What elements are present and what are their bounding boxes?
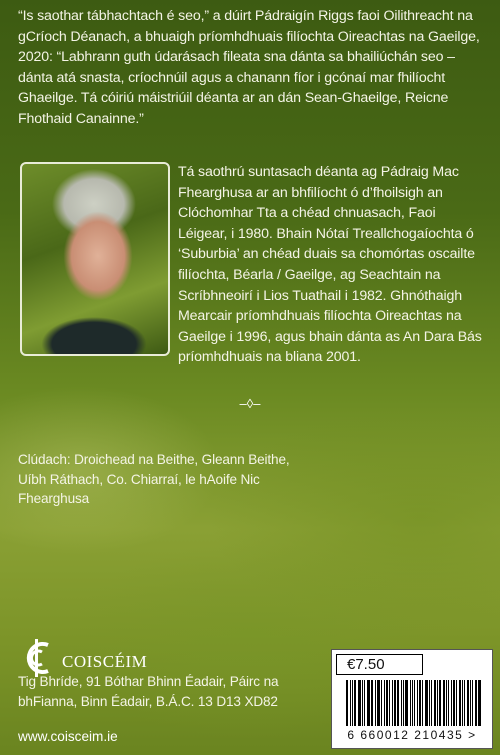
- barcode-stripe: [459, 680, 461, 726]
- barcode-stripe: [439, 680, 441, 726]
- barcode-stripe: [453, 680, 456, 726]
- barcode-stripe: [443, 680, 445, 726]
- barcode-stripe: [367, 680, 368, 726]
- barcode-stripe: [364, 680, 365, 726]
- barcode: [346, 680, 482, 726]
- price-tag: €7.50: [336, 654, 423, 675]
- barcode-label: [331, 649, 493, 749]
- barcode-stripe: [346, 680, 348, 726]
- barcode-stripe: [410, 680, 412, 726]
- barcode-stripe: [478, 680, 481, 726]
- barcode-stripe: [431, 680, 432, 726]
- barcode-stripe: [429, 680, 430, 726]
- review-quote: “Is saothar tábhachtach é seo,” a dúirt Pádraigín Riggs faoi Oilithreacht na gCríoch Déanach, a bhuaigh príomhdhuais filíochta Oireachtas na Gaeilge, 2020: “Labhrann guth údarásach fileata sna dánta sa bhailiúchán seo – dánta atá snasta, críochnúil agus a chanann fíor i gcónaí mar fhilíocht Ghaeilge. Tá cóiriú máistriúil déanta ar an dán Sean-Ghaeilge, Reicne Fhothaid Canainne.”: [18, 8, 480, 127]
- barcode-stripe: [437, 680, 438, 726]
- publisher-website: www.coisceim.ie: [18, 729, 118, 744]
- barcode-stripe: [386, 680, 388, 726]
- barcode-stripe: [368, 680, 370, 726]
- barcode-stripe: [389, 680, 390, 726]
- barcode-stripe: [470, 680, 471, 726]
- barcode-stripe: [417, 680, 418, 726]
- barcode-stripe: [403, 680, 404, 726]
- barcode-stripe: [419, 680, 421, 726]
- barcode-stripe: [354, 680, 356, 726]
- barcode-stripe: [467, 680, 469, 726]
- barcode-stripe: [475, 680, 477, 726]
- barcode-stripe: [358, 680, 361, 726]
- publisher-name: COISCÉIM: [62, 652, 148, 671]
- barcode-stripe: [405, 680, 408, 726]
- barcode-stripe: [392, 680, 393, 726]
- barcode-stripe: [362, 680, 363, 726]
- barcode-stripe: [350, 680, 351, 726]
- barcode-stripe: [462, 680, 463, 726]
- barcode-stripe: [448, 680, 449, 726]
- barcode-stripe: [434, 680, 436, 726]
- barcode-stripe: [401, 680, 402, 726]
- barcode-stripe: [381, 680, 382, 726]
- barcode-stripe: [422, 680, 423, 726]
- section-divider: –◊–: [239, 396, 261, 411]
- barcode-stripe: [472, 680, 473, 726]
- barcode-stripe: [371, 680, 373, 726]
- barcode-stripe: [425, 680, 428, 726]
- author-photo: [20, 162, 170, 356]
- barcode-stripe: [394, 680, 396, 726]
- barcode-stripe: [384, 680, 385, 726]
- cover-credit: Clúdach: Droichead na Beithe, Gleann Beithe, Uíbh Ráthach, Co. Chiarraí, le hAoife Nic Fhearghusa: [18, 452, 290, 507]
- barcode-stripe: [412, 680, 413, 726]
- barcode-stripe: [397, 680, 399, 726]
- barcode-stripe: [464, 680, 465, 726]
- barcode-stripe: [352, 680, 353, 726]
- barcode-stripe: [414, 680, 415, 726]
- publisher-address: Tig Bhríde, 91 Bóthar Bhinn Éadair, Páirc na bhFianna, Binn Éadair, B.Á.C. 13 D13 XD82: [18, 674, 279, 709]
- barcode-stripe: [451, 680, 452, 726]
- barcode-stripe: [377, 680, 380, 726]
- barcode-stripe: [446, 680, 447, 726]
- author-bio: Tá saothrú suntasach déanta ag Pádraig Mac Fhearghusa ar an bhfilíocht ó d’fhoilsigh an Clóchomhar Tta a chéad chnuasach, Faoi Léigear, i 1980. Bhain Nótaí Treallchogaíochta ó ‘Suburbia’ an chéad duais sa chomórtas oscailte filíochta, Béarla / Gaeilge, ag Seachtain na Scríbhneoirí i Lios Tuathail i 1982. Ghnóthaigh Mearcair príomhdhuais filíochta Oireachtas na Gaeilge i 1996, agus bhain dánta as An Dara Bás príomhdhuais na bliana 2001.: [178, 164, 482, 366]
- barcode-stripe: [375, 680, 376, 726]
- barcode-stripe: [456, 680, 457, 726]
- barcode-number: 6 660012 210435 >: [347, 728, 477, 742]
